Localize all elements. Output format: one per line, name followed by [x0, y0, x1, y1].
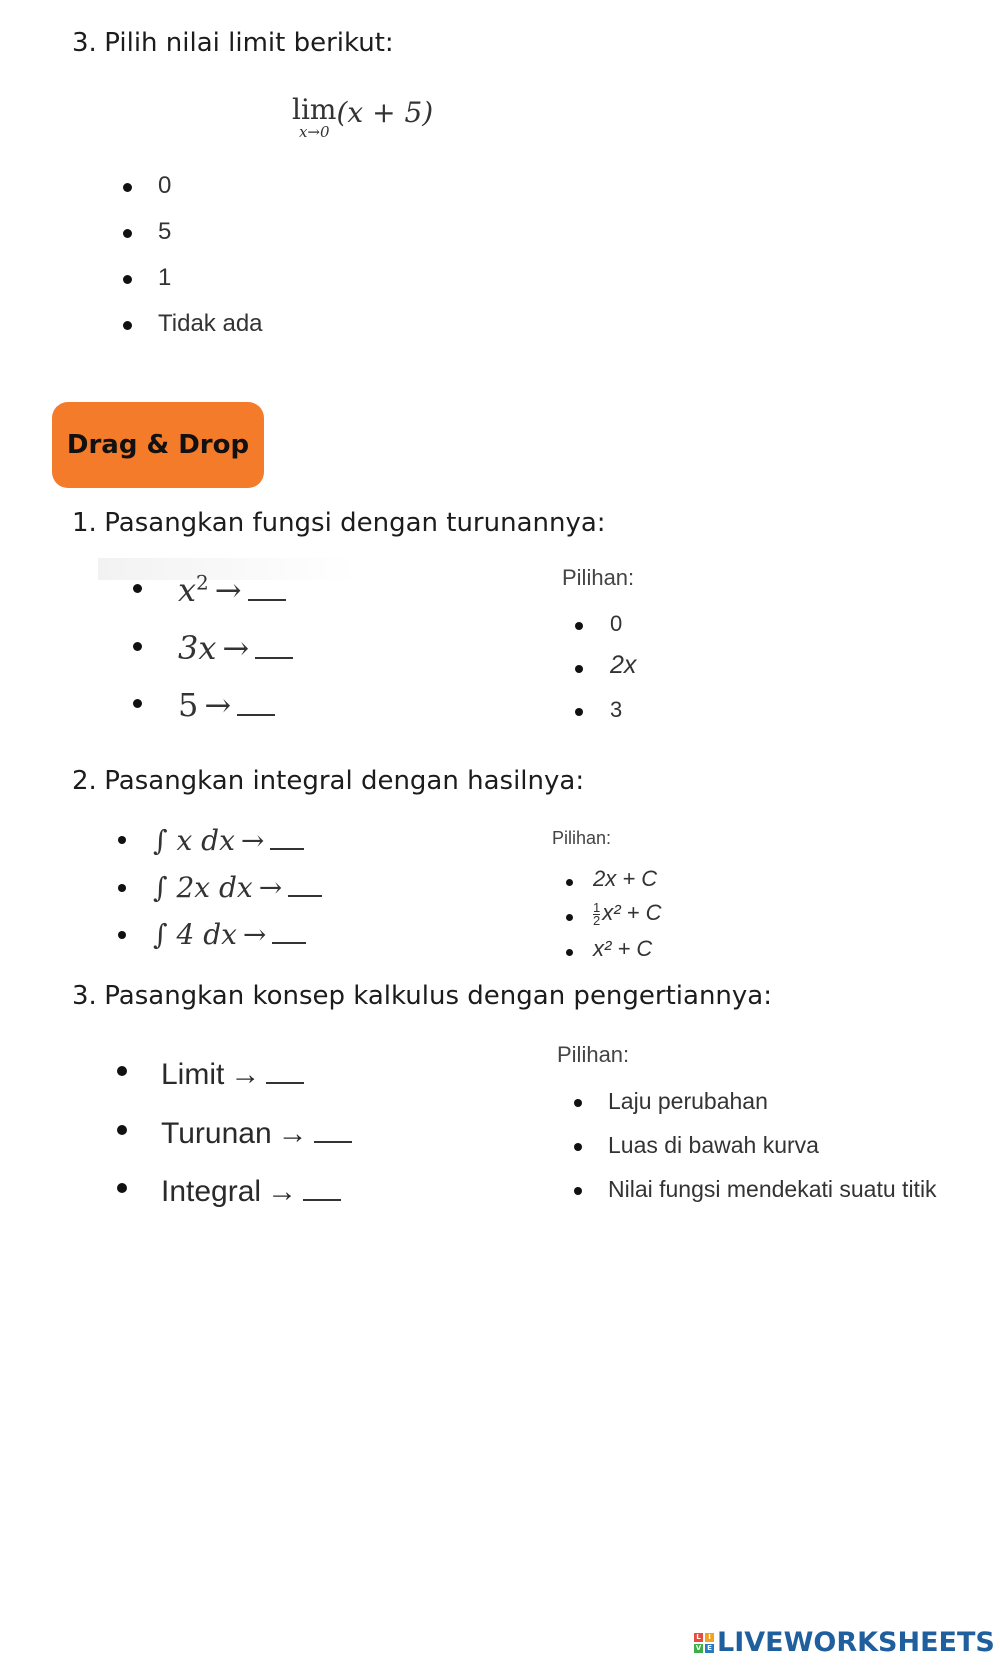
question-text: Pasangkan fungsi dengan turunannya: [104, 508, 606, 538]
limit-option-0[interactable]: 0 [158, 172, 172, 199]
limit-option-1[interactable]: 1 [158, 264, 172, 291]
bullet [123, 183, 132, 192]
limit-formula [292, 93, 434, 141]
concept-item-integral: Integral → [161, 1169, 341, 1209]
derivative-item-5: 5 → [178, 682, 275, 724]
limit-option-tidak-ada[interactable]: Tidak ada [158, 310, 263, 337]
bullet [575, 665, 583, 673]
question-number: 3. [72, 28, 97, 58]
drop-blank[interactable] [266, 1052, 304, 1084]
limit-option-5[interactable]: 5 [158, 218, 172, 245]
bullet [118, 836, 126, 844]
drop-blank[interactable] [314, 1111, 352, 1143]
derivative-option-3[interactable]: 3 [610, 697, 623, 722]
bullet [123, 275, 132, 284]
pilihan-label-q2: Pilihan: [552, 828, 612, 848]
question-text: Pilih nilai limit berikut: [104, 28, 394, 58]
bullet [117, 1183, 127, 1193]
bullet [118, 931, 126, 939]
liveworksheets-logo[interactable] [694, 1627, 995, 1658]
logo-square-e: E [705, 1644, 714, 1653]
bullet [566, 914, 573, 921]
question-3-title [72, 28, 394, 58]
bullet [574, 1143, 582, 1151]
drop-blank[interactable] [303, 1169, 341, 1201]
concept-item-limit: Limit → [161, 1052, 304, 1092]
drop-blank[interactable] [237, 682, 275, 716]
bullet [575, 708, 583, 716]
logo-square-l: L [694, 1633, 703, 1642]
drop-blank[interactable] [255, 625, 293, 659]
lim-subscript: x→0 [298, 123, 330, 141]
bullet [575, 622, 583, 630]
drop-blank[interactable] [248, 567, 286, 601]
drag-question-2-title [72, 766, 584, 796]
question-number: 1. [72, 508, 97, 538]
liveworksheets-brand-text: LIVEWORKSHEETS [717, 1627, 995, 1658]
integral-item-2x: ∫ 2x dx → [153, 867, 322, 904]
concept-option-luas-di-bawah-kurva[interactable]: Luas di bawah kurva [608, 1132, 819, 1158]
derivative-item-x-squared: $x^2$ → [178, 567, 286, 609]
derivative-option-0[interactable]: 0 [610, 611, 623, 636]
drag-question-1-title [72, 508, 606, 538]
question-number: 2. [72, 766, 97, 796]
logo-squares-icon [694, 1633, 714, 1653]
derivative-item-3x: 3x → [178, 625, 293, 667]
lim-body: (x + 5) [336, 96, 434, 129]
lim-word: lim [292, 93, 337, 126]
integral-item-4: ∫ 4 dx → [153, 914, 306, 951]
drag-drop-badge: Drag & Drop [52, 402, 264, 488]
derivative-option-2x[interactable]: 2x [610, 651, 637, 679]
integral-option-half-x-squared-c[interactable]: $\frac{1}{2}x^2 + C$ [593, 899, 662, 928]
bullet [133, 699, 142, 708]
drag-question-3-title [72, 981, 772, 1011]
bullet [574, 1099, 582, 1107]
bullet [133, 642, 142, 651]
integral-item-x: ∫ x dx → [153, 820, 304, 857]
logo-square-v: V [695, 1643, 702, 1652]
bullet [133, 584, 142, 593]
question-text: Pasangkan integral dengan hasilnya: [104, 766, 585, 796]
concept-option-laju-perubahan[interactable]: Laju perubahan [608, 1088, 768, 1114]
bullet [118, 884, 126, 892]
bullet [123, 229, 132, 238]
logo-square-i: I [705, 1633, 714, 1642]
question-number: 3. [72, 981, 97, 1011]
integral-option-2x-c[interactable]: 2x + C [593, 866, 658, 891]
pilihan-label-q1: Pilihan: [562, 565, 635, 590]
half-fraction: $\frac{1}{2}$ [593, 899, 601, 928]
question-text: Pasangkan konsep kalkulus dengan pengertiannya: [104, 981, 772, 1011]
drop-blank[interactable] [288, 867, 322, 897]
bullet [566, 879, 573, 886]
concept-item-turunan: Turunan → [161, 1111, 352, 1151]
bullet [117, 1125, 127, 1135]
concept-option-nilai-fungsi[interactable]: Nilai fungsi mendekati suatu titik [608, 1176, 937, 1202]
drop-blank[interactable] [270, 820, 304, 850]
integral-option-x-squared-c[interactable]: x² + C [593, 936, 653, 961]
bullet [574, 1187, 582, 1195]
pilihan-label-q3: Pilihan: [557, 1042, 630, 1067]
drop-blank[interactable] [272, 914, 306, 944]
bullet [566, 949, 573, 956]
bullet [123, 321, 132, 330]
bullet [117, 1066, 127, 1076]
